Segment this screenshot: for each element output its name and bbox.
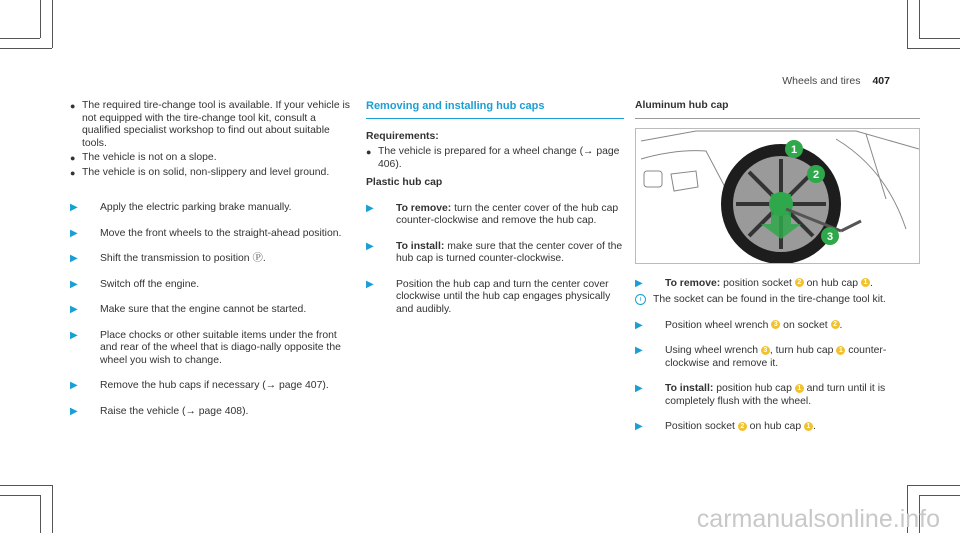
svg-text:3: 3 [826, 230, 834, 243]
list-item: ● The required tire-change tool is available. If your vehicle is not equipped with the tire-change tool kit, consult a qualified specialist workshop to find out about suitable tools. [70, 100, 350, 149]
subheading-plastic: Plastic hub cap [366, 177, 443, 188]
arrow-icon: ▶ [635, 345, 643, 356]
step-item: ▶ Raise the vehicle (→ page 408). [70, 405, 249, 417]
step-item: ▶ Using wheel wrench 3 , turn hub cap 1 counter-clockwise and remove it. [635, 345, 887, 369]
column-right [635, 100, 920, 434]
step-item: ▶ To install: position hub cap 1 and turn until it is completely flush with the wheel. [635, 383, 886, 407]
svg-text:2: 2 [812, 168, 820, 181]
callout-3 [821, 227, 839, 245]
step-item: ▶ Apply the electric parking brake manually. [70, 202, 292, 213]
crop-mark [0, 495, 40, 496]
crop-mark [40, 0, 41, 38]
step-item: ▶ To install: make sure that the center cover of the hub cap is turned counter-clockwise. [366, 240, 623, 264]
hub-cap-illustration [635, 128, 920, 264]
wheel-illustration [636, 129, 919, 263]
crop-mark [0, 38, 40, 39]
crop-mark [52, 485, 53, 533]
step-item: ▶ Position the hub cap and turn the center cover clockwise until the hub cap engages physically and audibly. [366, 278, 611, 315]
requirements-label: Requirements: [366, 130, 439, 142]
crop-mark [52, 0, 53, 48]
crop-mark [0, 485, 52, 486]
heading-rule [366, 118, 624, 119]
arrow-icon: ▶ [635, 319, 643, 331]
info-note: i The socket can be found in the tire-change tool kit. [635, 294, 920, 307]
list-item: ● The vehicle is on solid, non-slippery and level ground. [70, 166, 330, 178]
step-item: ▶ To remove: position socket 2 on hub cap 1 . [635, 277, 873, 289]
crop-mark [919, 495, 960, 496]
step-item: ▶ Make sure that the engine cannot be started. [70, 304, 307, 315]
step-item: ▶ Position socket 2 on hub cap 1 . [635, 421, 816, 432]
subheading-aluminum: Aluminum hub cap [635, 100, 729, 111]
arrow-icon: ▶ [70, 405, 78, 417]
list-item: ● The vehicle is not on a slope. [70, 152, 217, 163]
arrow-icon: ▶ [70, 380, 78, 391]
callout-1 [785, 140, 803, 158]
step-item: ▶ Switch off the engine. [70, 278, 200, 290]
arrow-icon: ▶ [70, 304, 78, 315]
arrow-icon: ▶ [635, 277, 643, 289]
arrow-icon: ▶ [366, 278, 374, 290]
section-title: Wheels and tires [782, 75, 861, 87]
watermark: carmanualsonline.info [696, 504, 940, 533]
arrow-icon: ▶ [635, 421, 643, 432]
step-item: ▶ Move the front wheels to the straight-ahead position. [70, 227, 342, 239]
list-item: ● The vehicle is prepared for a wheel change (→ page 406). [366, 146, 620, 170]
info-icon: i [635, 294, 646, 305]
step-item: ▶ To remove: turn the center cover of the hub cap counter-clockwise and remove the hub cap. [366, 202, 619, 226]
crop-mark [919, 38, 960, 39]
callout-2 [807, 165, 825, 183]
arrow-icon: ▶ [70, 329, 78, 341]
arrow-icon: ▶ [70, 202, 78, 213]
crop-mark [0, 48, 52, 49]
crop-mark [907, 48, 960, 49]
column-middle [366, 100, 624, 316]
heading-rule [635, 118, 920, 119]
arrow-icon: ▶ [70, 227, 78, 239]
arrow-icon: ▶ [70, 278, 78, 290]
page-header [782, 75, 890, 88]
arrow-icon: ▶ [635, 383, 643, 394]
crop-mark [40, 495, 41, 533]
arrow-icon: ▶ [366, 240, 374, 252]
column-left [70, 100, 355, 418]
crop-mark [907, 485, 960, 486]
step-item: ▶ Place chocks or other suitable items under the front and rear of the wheel that is diago-nally opposite the wheel you wish to change. [70, 329, 341, 366]
svg-text:1: 1 [790, 143, 798, 156]
arrow-icon: ▶ [70, 253, 78, 264]
page-number: 407 [872, 75, 890, 87]
crop-mark [919, 0, 920, 38]
crop-mark [907, 0, 908, 48]
arrow-icon: ▶ [366, 202, 374, 214]
step-item: ▶ Remove the hub caps if necessary (→ page 407). [70, 380, 329, 391]
step-item: ▶ Position wheel wrench 3 on socket 2 . [635, 319, 843, 331]
section-heading: Removing and installing hub caps [366, 100, 545, 112]
step-item: ▶ Shift the transmission to position Ⓟ. [70, 253, 266, 264]
